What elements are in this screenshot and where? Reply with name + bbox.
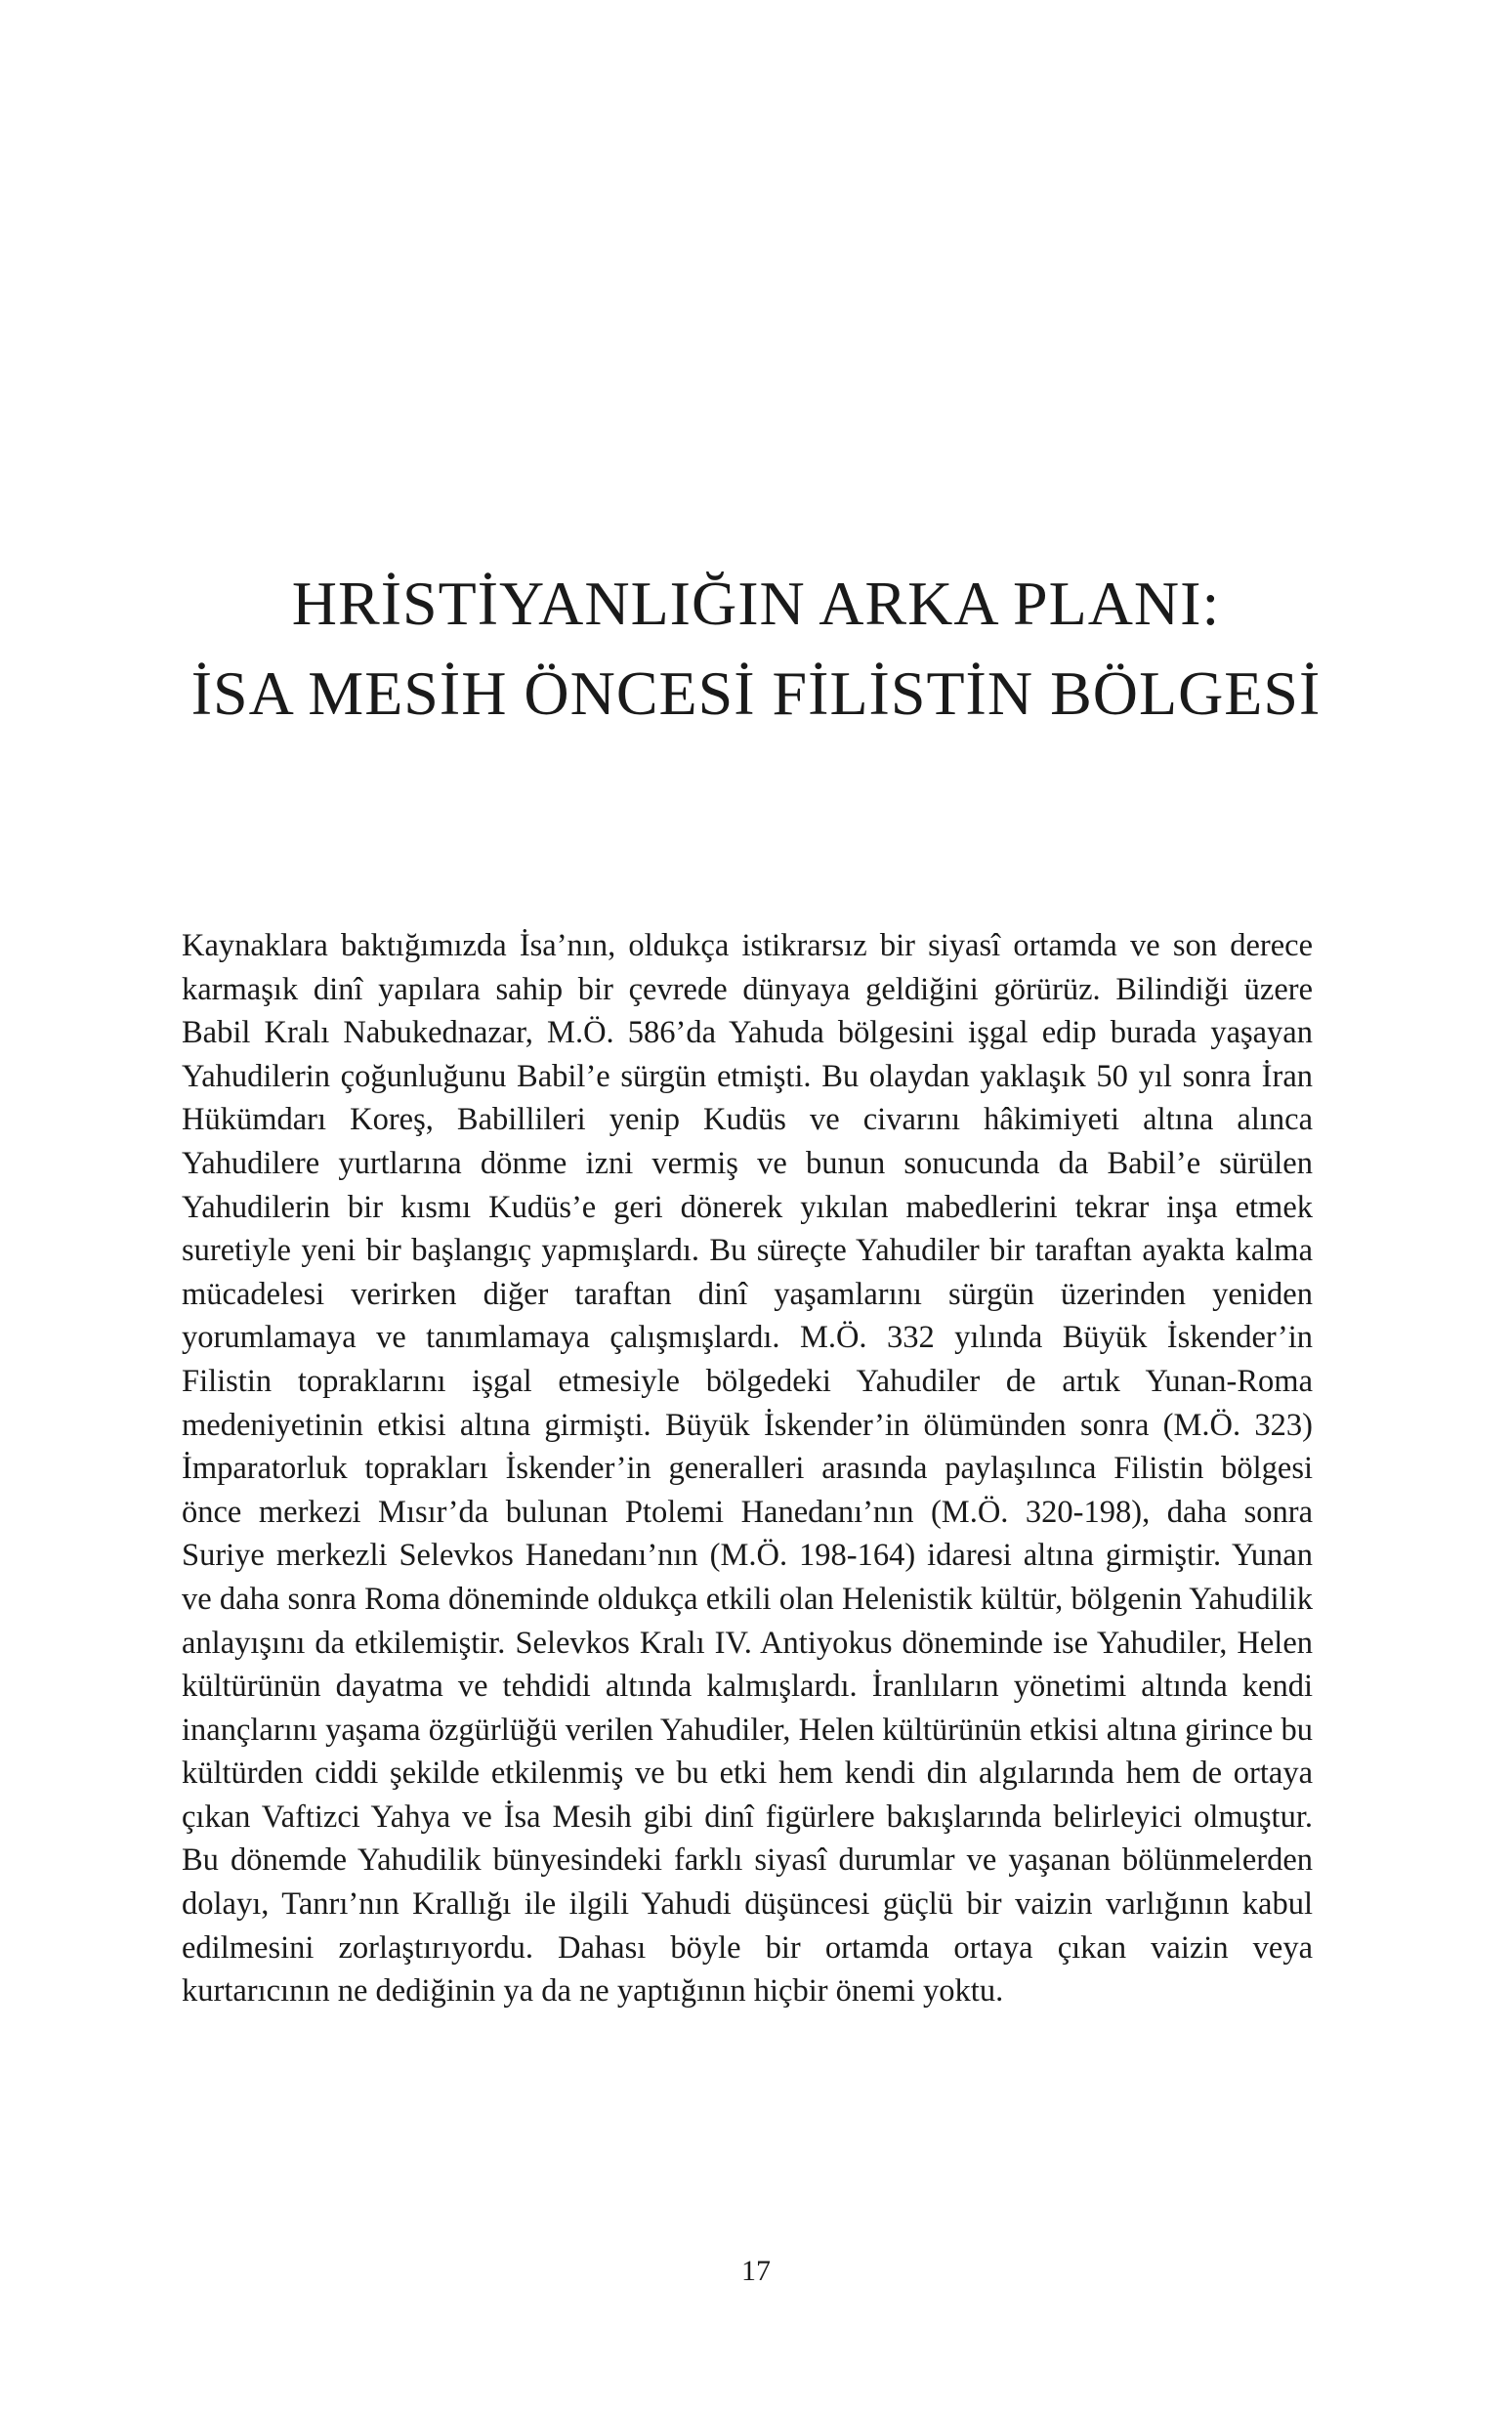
chapter-title-line-1: HRİSTİYANLIĞIN ARKA PLANI: (291, 569, 1221, 638)
chapter-title-line-2: İSA MESİH ÖNCESİ FİLİSTİN BÖLGESİ (190, 658, 1322, 728)
body-paragraph: Kaynaklara baktığımızda İsa’nın, oldukça istikrarsız bir siyasî ortamda ve son derece karmaşık dinî yapılara sahip bir çevrede dünyaya geldiğini görürüz. Bilindiği üzere Babil Kralı Nabukednazar, M.Ö. 586’da Yahuda bölgesini işgal edip burada yaşayan Yahudilerin çoğunluğunu Babil’e sürgün etmişti. Bu olaydan yaklaşık 50 yıl sonra İran Hükümdarı Koreş, Babillileri yenip Kudüs ve civarını hâkimiyeti altına alınca Yahudilere yurtlarına dönme izni vermiş ve bunun sonucunda da Babil’e sürülen Yahudilerin bir kısmı Kudüs’e geri dönerek yıkılan mabedlerini tekrar inşa etmek suretiyle yeni bir başlangıç yapmışlardı. Bu süreçte Yahudiler bir taraftan ayakta kalma mücadelesi verirken diğer taraftan dinî yaşamlarını sürgün üzerinden yeniden yorumlamaya ve tanımlamaya çalışmışlardı. M.Ö. 332 yılında Büyük İskender’in Filistin topraklarını işgal etmesiyle bölgedeki Yahudiler de artık Yunan-Roma medeniyetinin etkisi altına girmişti. Büyük İskender’in ölümünden sonra (M.Ö. 323) İmparatorluk toprakları İskender’in generalleri arasında paylaşılınca Filistin bölgesi önce merkezi Mısır’da bulunan Ptolemi Hanedanı’nın (M.Ö. 320-198), daha sonra Suriye merkezli Selevkos Hanedanı’nın (M.Ö. 198-164) idaresi altına girmiştir. Yunan ve daha sonra Roma döneminde oldukça etkili olan Helenistik kültür, bölgenin Yahudilik anlayışını da etkilemiştir. Selevkos Kralı IV. Antiyokus döneminde ise Yahudiler, Helen kültürünün dayatma ve tehdidi altında kalmışlardı. İranlıların yönetimi altında kendi inançlarını yaşama özgürlüğü verilen Yahudiler, Helen kültürünün etkisi altına girince bu kültürden ciddi şekilde etkilenmiş ve bu etki hem kendi din algılarında hem de ortaya çıkan Vaftizci Yahya ve İsa Mesih gibi dinî figürlere bakışlarında belirleyici olmuştur. Bu dönemde Yahudilik bünyesindeki farklı siyasî durumlar ve yaşanan bölünmelerden dolayı, Tanrı’nın Krallığı ile ilgili Yahudi düşüncesi güçlü bir vaizin varlığının kabul edilmesini zorlaştırıyordu. Dahası böyle bir ortamda ortaya çıkan vaizin veya kurtarıcının ne dediğinin ya da ne yaptığının hiçbir önemi yoktu. (182, 928, 1313, 2010)
chapter-title (0, 559, 1512, 739)
page-number: 17 (741, 2255, 771, 2287)
